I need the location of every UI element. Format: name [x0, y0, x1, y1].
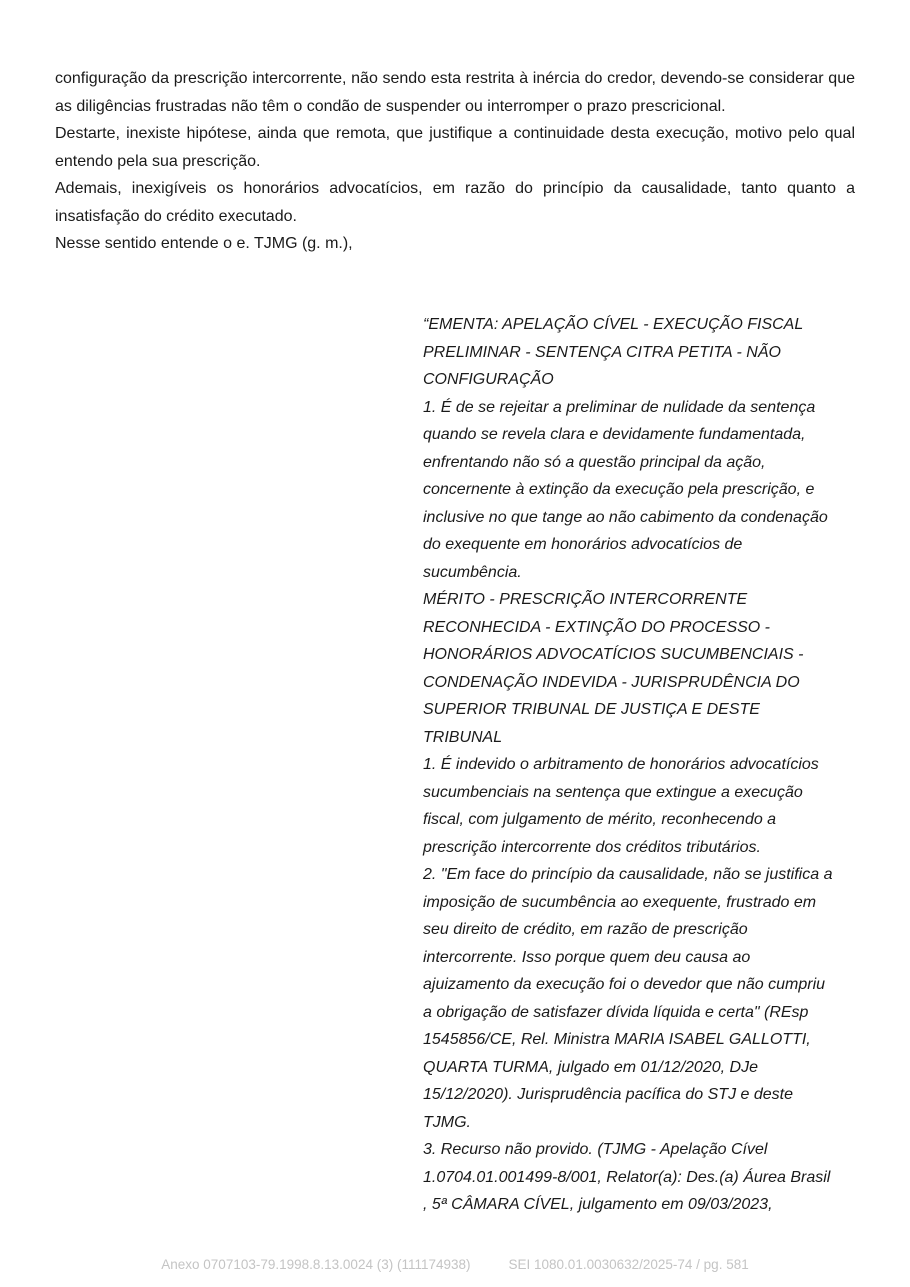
quote-line: inclusive no que tange ao não cabimento da condenação	[423, 508, 828, 526]
quote-line: prescrição intercorrente dos créditos tributários.	[423, 838, 761, 856]
page-footer	[0, 1257, 910, 1272]
quote-line: do exequente em honorários advocatícios de	[423, 536, 743, 553]
quote-line: 3. Recurso não provido. (TJMG - Apelação Cível	[423, 1141, 768, 1158]
quote-line: TJMG.	[423, 1113, 471, 1131]
body-paragraph: Nesse sentido entende o e. TJMG (g. m.),	[55, 235, 353, 252]
body-paragraph: Destarte, inexiste hipótese, ainda que remota, que justifique a continuidade desta execução, motivo pelo qual entendo pela sua prescrição.	[55, 125, 855, 170]
quote-line: CONFIGURAÇÃO	[423, 371, 554, 388]
quote-line: 1. É indevido o arbitramento de honorários advocatícios	[423, 756, 819, 773]
quote-line: “EMENTA: APELAÇÃO CÍVEL - EXECUÇÃO FISCAL	[423, 316, 804, 333]
quote-line: fiscal, com julgamento de mérito, reconhecendo a	[423, 811, 777, 828]
body-paragraph: Ademais, inexigíveis os honorários advocatícios, em razão do princípio da causalidade, tanto quanto a insatisfação do crédito executado.	[55, 180, 855, 225]
quote-line: concernente à extinção da execução pela prescrição, e	[423, 481, 815, 498]
quote-line: 2. "Em face do princípio da causalidade, não se justifica a	[423, 866, 833, 883]
jurisprudence-quote	[423, 311, 859, 1219]
quote-line: QUARTA TURMA, julgado em 01/12/2020, DJe	[423, 1058, 758, 1076]
quote-line: MÉRITO - PRESCRIÇÃO INTERCORRENTE	[423, 591, 748, 608]
quote-line: CONDENAÇÃO INDEVIDA - JURISPRUDÊNCIA DO	[423, 673, 800, 691]
quote-line: 15/12/2020). Jurisprudência pacífica do STJ e deste	[423, 1086, 793, 1103]
quote-line: , 5ª CÂMARA CÍVEL, julgamento em 09/03/2023,	[423, 1196, 773, 1213]
quote-line: ajuizamento da execução foi o devedor que não cumpriu	[423, 976, 826, 993]
footer-annex-reference: Anexo 0707103-79.1998.8.13.0024 (3) (111174938)	[161, 1257, 471, 1272]
quote-line: seu direito de crédito, em razão de prescrição	[423, 921, 748, 938]
quote-line: sucumbência.	[423, 563, 522, 581]
quote-line: 1.0704.01.001499-8/001, Relator(a): Des.(a) Áurea Brasil	[423, 1168, 831, 1186]
quote-line: HONORÁRIOS ADVOCATÍCIOS SUCUMBENCIAIS -	[423, 646, 804, 663]
quote-line: enfrentando não só a questão principal da ação,	[423, 453, 766, 471]
footer-sei-reference: SEI 1080.01.0030632/2025-74 / pg. 581	[508, 1257, 749, 1272]
quote-line: SUPERIOR TRIBUNAL DE JUSTIÇA E DESTE	[423, 701, 760, 718]
quote-line: quando se revela clara e devidamente fundamentada,	[423, 426, 806, 443]
quote-line: imposição de sucumbência ao exequente, frustrado em	[423, 893, 817, 911]
quote-line: RECONHECIDA - EXTINÇÃO DO PROCESSO -	[423, 618, 770, 636]
quote-line: 1. É de se rejeitar a preliminar de nulidade da sentença	[423, 398, 816, 416]
quote-line: sucumbenciais na sentença que extingue a execução	[423, 783, 803, 801]
body-paragraph: configuração da prescrição intercorrente, não sendo esta restrita à inércia do credor, devendo-se considerar que as diligências frustradas não têm o condão de suspender ou interromper o prazo prescricional.	[55, 70, 855, 115]
quote-line: TRIBUNAL	[423, 728, 503, 746]
quote-line: intercorrente. Isso porque quem deu causa ao	[423, 948, 751, 966]
quote-line: 1545856/CE, Rel. Ministra MARIA ISABEL GALLOTTI,	[423, 1031, 811, 1048]
body-text	[55, 65, 855, 258]
quote-line: PRELIMINAR - SENTENÇA CITRA PETITA - NÃO	[423, 343, 781, 361]
quote-line: a obrigação de satisfazer dívida líquida e certa" (REsp	[423, 1003, 809, 1021]
